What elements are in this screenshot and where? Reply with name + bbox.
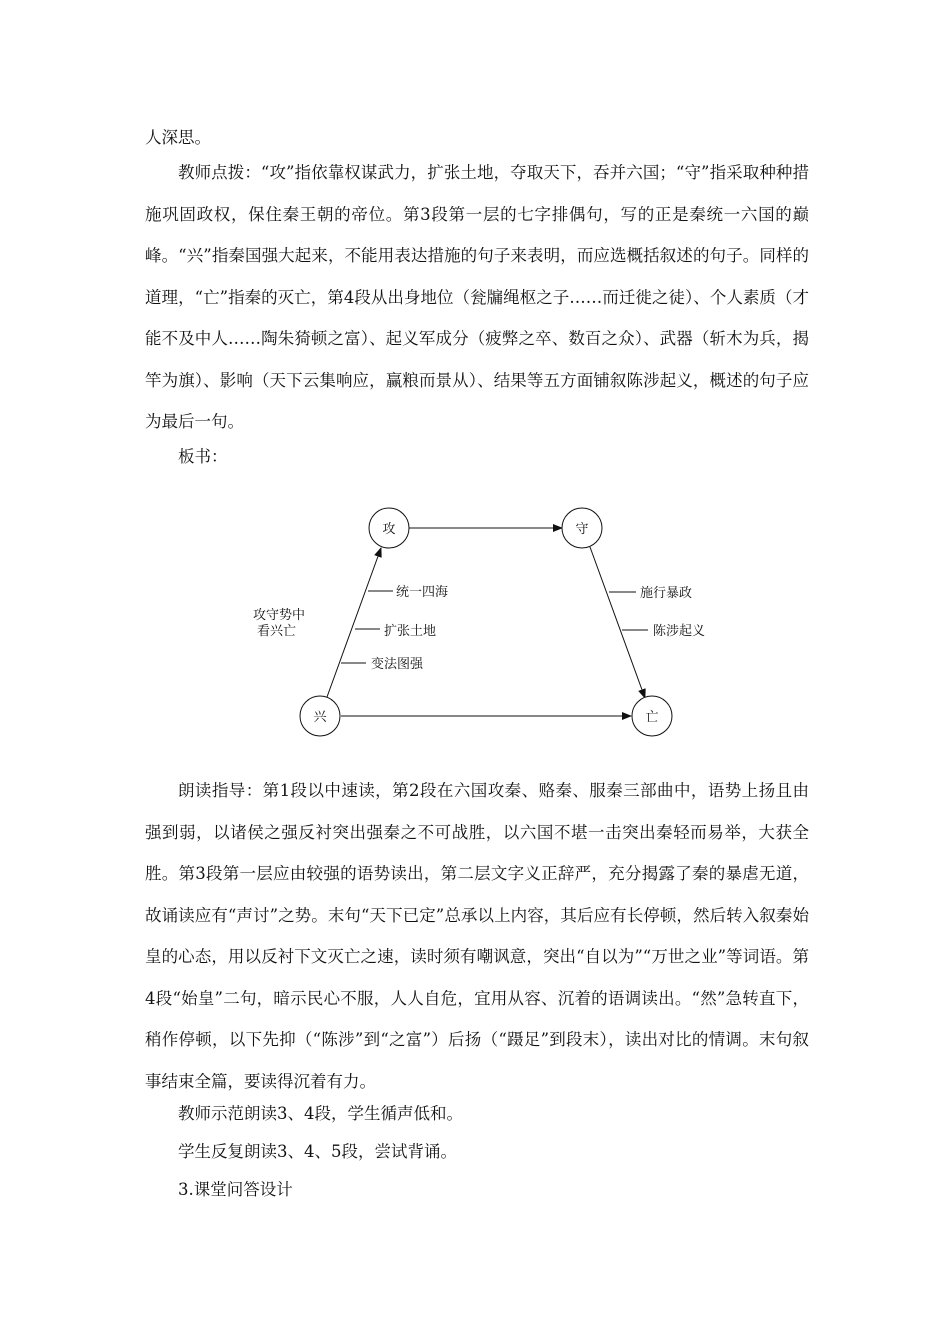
diagram-side-title-line2: 看兴亡 bbox=[257, 624, 297, 639]
paragraph-reading-guidance: 朗读指导：第1段以中速读，第2段在六国攻秦、赂秦、服秦三部曲中，语势上扬且由强到弱，以诸侯之强反衬突出强秦之不可战胜，以六国不堪一击突出秦轻而易举，大获全胜。第3段第一层应由较强的语势读出，第二层文字义正辞严，充分揭露了秦的暴虐无道，故诵读应有“声讨”之势。末句“天下已定”总承以上内容，其后应有长停顿，然后转入叙秦始皇的心态，用以反衬下文灭亡之速，读时须有嘲讽意，突出“自以为”“万世之业”等词语。第4段“始皇”二句，暗示民心不服，人人自危，宜用从容、沉着的语调读出。“然”急转直下，稍作停顿，以下先抑（“陈涉”到“之富”）后扬（“蹑足”到段末），读出对比的情调。末句叙事结束全篇，要读得沉着有力。 bbox=[145, 781, 809, 1091]
paragraph-teacher-demo: 教师示范朗读3、4段，学生循声低和。 bbox=[178, 1104, 463, 1123]
node-gong-label: 攻 bbox=[382, 522, 396, 537]
paragraph-student-practice: 学生反复朗读3、4、5段，尝试背诵。 bbox=[178, 1142, 457, 1161]
diagram-side-title-line1: 攻守势中 bbox=[253, 608, 306, 623]
branch-label-left-2: 扩张土地 bbox=[384, 624, 437, 639]
arrow-shou-to-wang bbox=[590, 547, 645, 698]
paragraph-teacher-guidance: 教师点拨：“攻”指依靠权谋武力，扩张土地，夺取天下，吞并六国；“守”指采取种种措施巩固政权，保住秦王朝的帝位。第3段第一层的七字排偶句，写的正是秦统一六国的巅峰。“兴”指秦国强大起来，不能用表达措施的句子来表明，而应选概括叙述的句子。同样的道理，“亡”指秦的灭亡，第4段从出身地位（瓮牖绳枢之子……而迁徙之徒）、个人素质（才能不及中人……陶朱猗顿之富）、起义军成分（疲弊之卒、数百之众）、武器（斩木为兵，揭竿为旗）、影响（天下云集响应，赢粮而景从）、结果等五方面铺叙陈涉起义，概述的句子应为最后一句。 bbox=[145, 163, 809, 431]
section-heading-qa: 3.课堂问答设计 bbox=[178, 1180, 293, 1199]
branch-label-left-1: 统一四海 bbox=[396, 585, 449, 600]
paragraph-continuation: 人深思。 bbox=[145, 128, 211, 147]
node-xing-label: 兴 bbox=[313, 710, 327, 725]
node-wang-label: 亡 bbox=[645, 710, 659, 725]
board-label: 板书： bbox=[178, 447, 228, 466]
branch-label-left-3: 变法图强 bbox=[371, 657, 424, 672]
branch-label-right-2: 陈涉起义 bbox=[653, 624, 706, 639]
arrow-xing-to-gong bbox=[327, 548, 381, 697]
branch-label-right-1: 施行暴政 bbox=[640, 586, 693, 601]
node-shou-label: 守 bbox=[575, 522, 589, 537]
